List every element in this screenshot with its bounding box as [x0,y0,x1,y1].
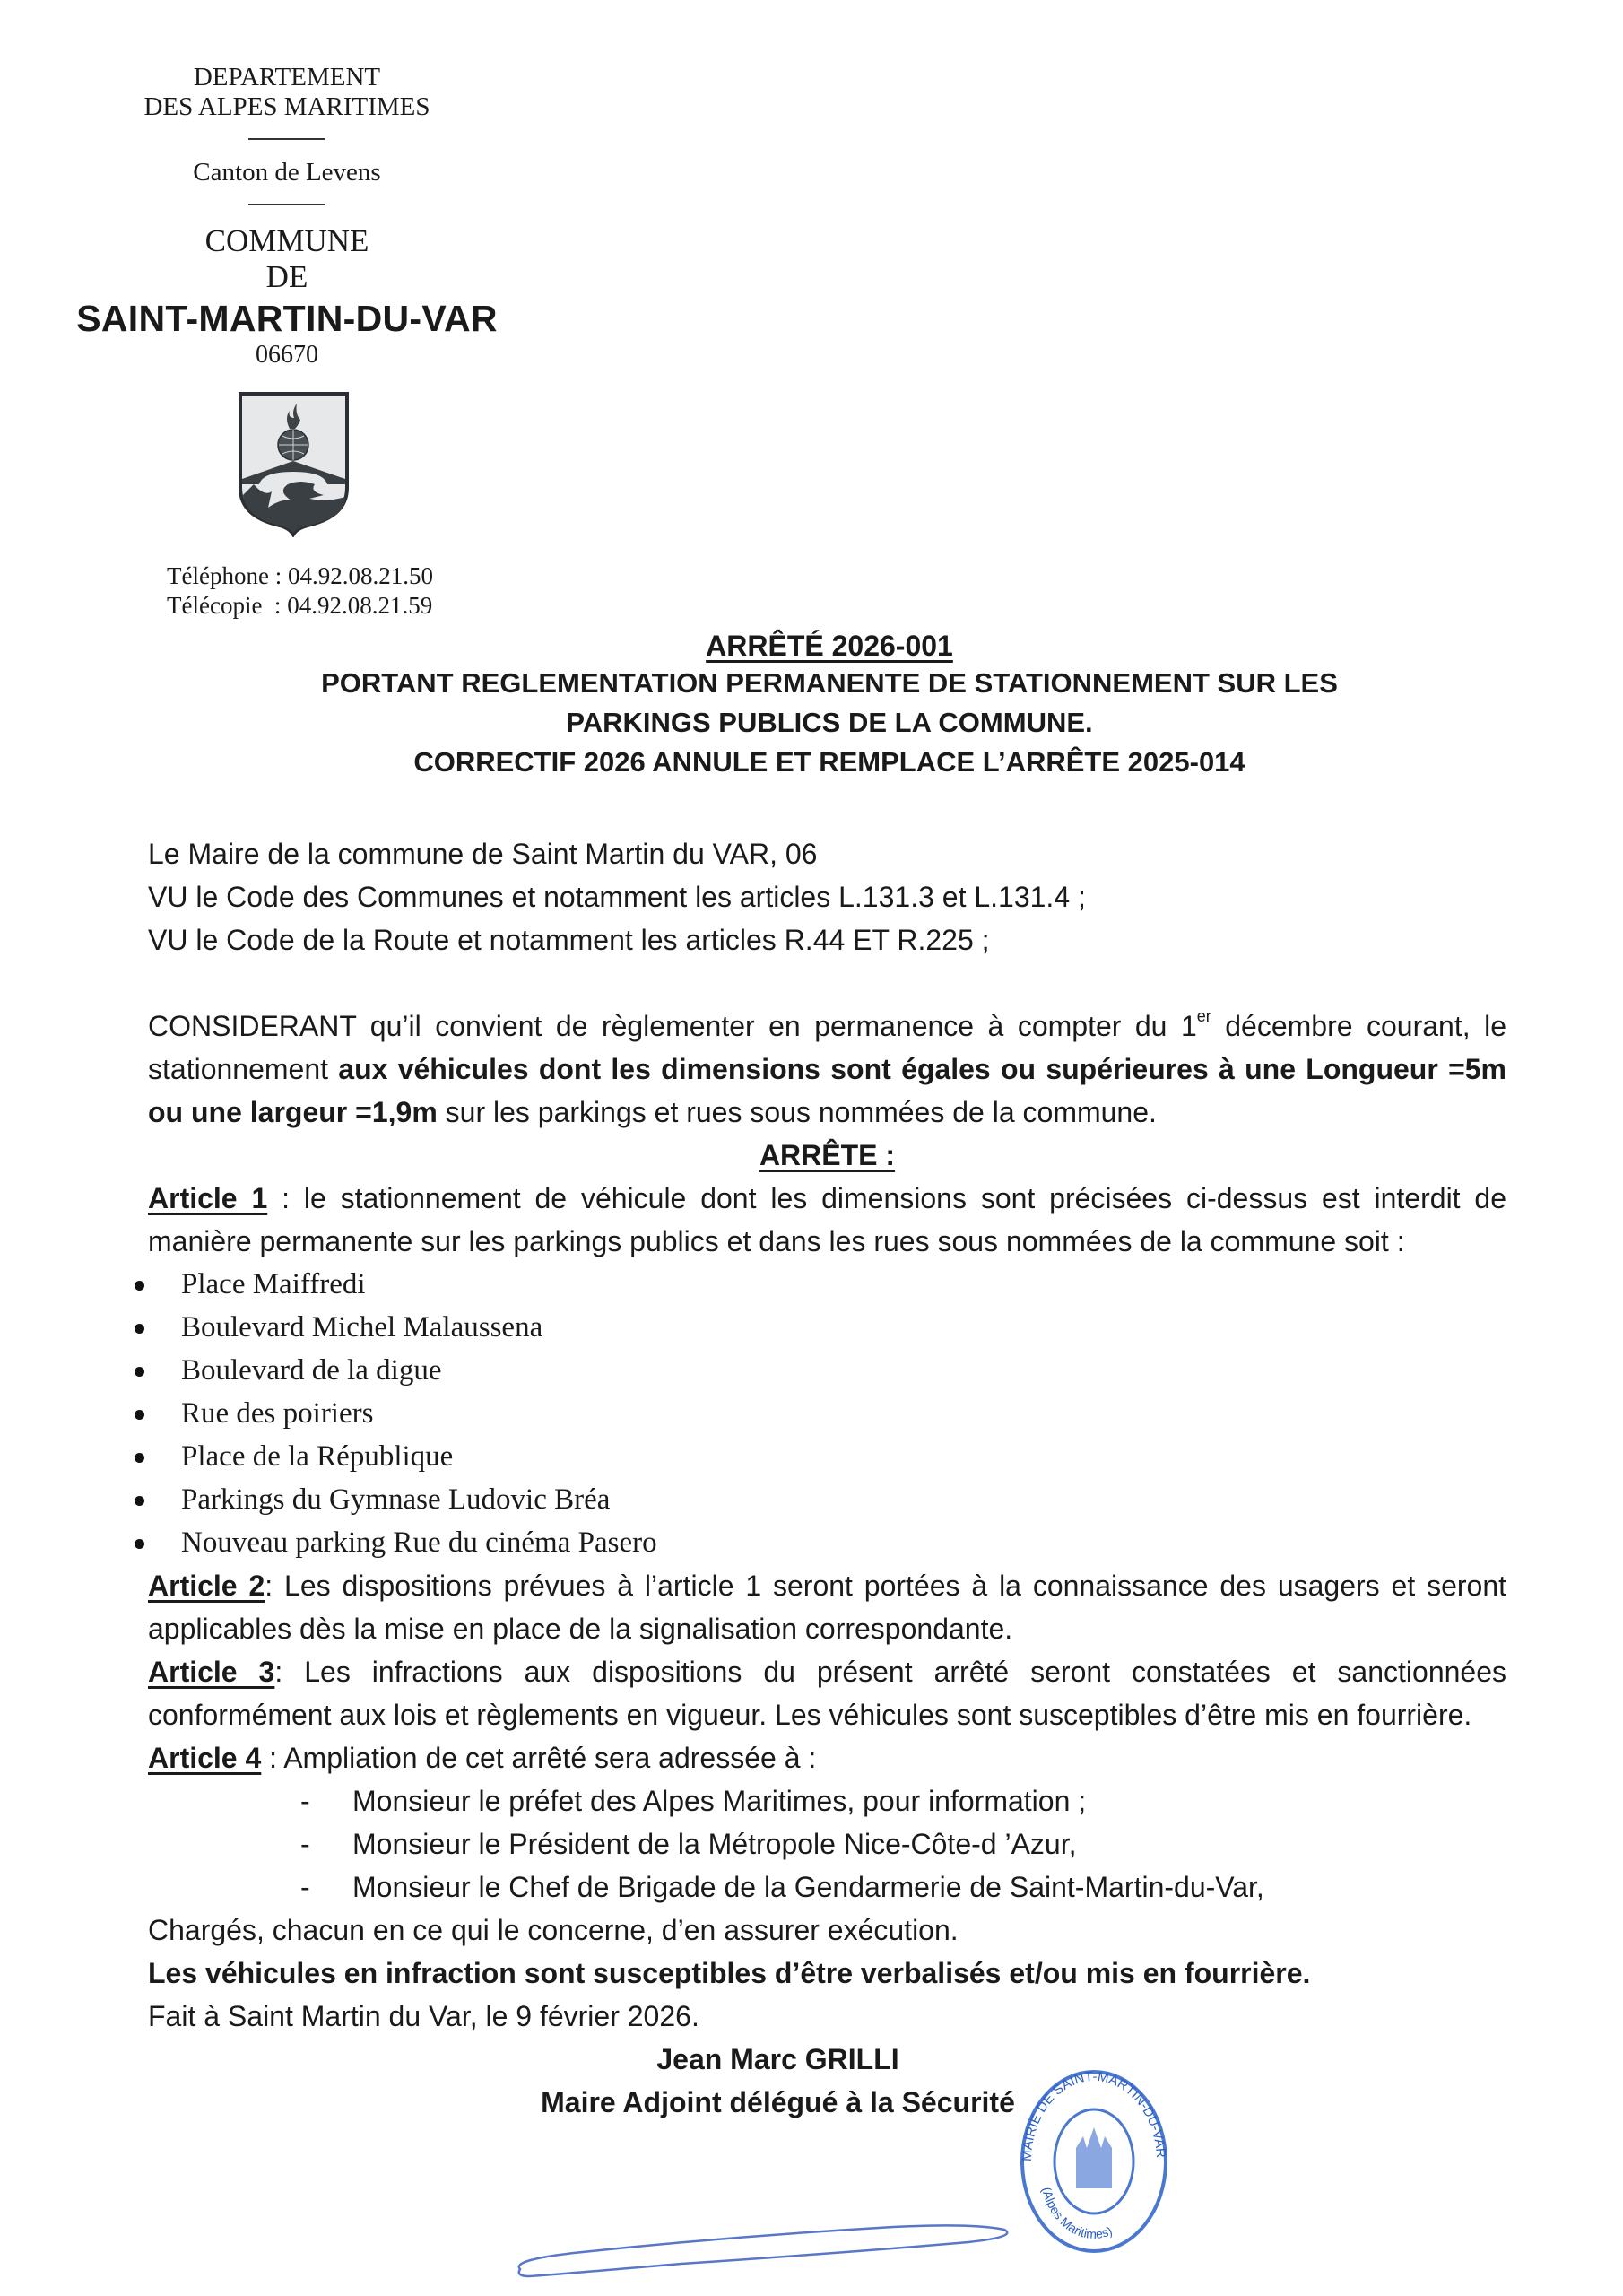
recipient: Monsieur le préfet des Alpes Maritimes, pour information ; [352,1785,1087,1817]
superscript-er: er [1196,1007,1211,1025]
phone-number: 04.92.08.21.50 [287,562,433,589]
list-item [148,1779,1506,1822]
recipient: Monsieur le Chef de Brigade de la Gendarmerie de Saint-Martin-du-Var, [352,1871,1264,1903]
commune-label: COMMUNE [204,223,369,258]
considerant-text-1: CONSIDERANT qu’il convient de règlementer en permanence à compter du 1 [148,1010,1197,1042]
fait-line: Fait à Saint Martin du Var, le 9 février 2026. [148,2000,699,2032]
signatory-name: Jean Marc GRILLI [656,2043,899,2075]
recipient: Monsieur le Président de la Métropole Nice-Côte-d ’Azur, [352,1828,1077,1860]
bullet-icon [135,1539,144,1549]
article-4-text: Ampliation de cet arrêté sera adressée à : [283,1742,817,1774]
article-1-text: le stationnement de véhicule dont les dimensions sont précisées ci-dessus est interdit de manière permanente sur les parkings publics et dans les rues sous nommées de la commune soit : [148,1182,1507,1257]
fax-row [167,591,433,621]
signatory-title: Maire Adjoint délégué à la Sécurité [541,2086,1015,2118]
list-item [126,1435,1484,1478]
street-name: Place de la République [181,1440,454,1473]
dash-icon: - [300,1871,310,1903]
list-item [126,1306,1484,1349]
dash-icon: - [300,1828,310,1860]
street-name: Boulevard de la digue [181,1354,442,1387]
article-2-text: Les dispositions prévues à l’article 1 seront portées à la connaissance des usagers et seront applicables dès la mise en place de la signalisation correspondante. [148,1570,1507,1645]
bullet-icon [135,1324,144,1334]
considerant-text-2: décembre courant, le stationnement [148,1010,1507,1085]
article-1-label: Article 1 [148,1182,268,1214]
street-name: Parkings du Gymnase Ludovic Bréa [181,1483,611,1516]
article-3-label: Article 3 [148,1656,275,1688]
article-4 [148,1736,1506,1779]
title-line-1: PORTANT REGLEMENTATION PERMANENTE DE STATIONNEMENT SUR LES [321,667,1338,699]
canton: Canton de Levens [193,158,381,187]
street-name: Nouveau parking Rue du cinéma Pasero [181,1526,657,1559]
arrete-heading [148,1134,1506,1177]
commune-de: DE [265,259,308,294]
department-line-2: DES ALPES MARITIMES [143,92,430,121]
list-item [126,1349,1484,1392]
arrete-heading-text: ARRÊTE : [759,1139,896,1171]
charges-line: Chargés, chacun en ce qui le concerne, d’en assurer exécution. [148,1914,959,1946]
article-1 [148,1177,1506,1263]
bullet-icon [135,1281,144,1291]
street-list [126,1263,1484,1564]
street-name: Rue des poiriers [181,1397,374,1430]
fax-number: 04.92.08.21.59 [287,592,433,619]
considerant-text-3: sur les parkings et rues sous nommées de la commune. [437,1096,1157,1128]
signatory-name-row [99,2038,1457,2081]
separator: : [267,1182,304,1214]
signatory-title-row [99,2081,1457,2124]
svg-text:(Alpes Maritimes) [1039,2186,1115,2241]
commune-name: SAINT-MARTIN-DU-VAR [76,298,498,339]
recipient-list [148,1779,1506,1909]
stamp-text-bottom: (Alpes Maritimes) [1039,2185,1115,2242]
list-item [126,1263,1484,1306]
considerant-dimensions: aux véhicules dont les dimensions sont égales ou supérieures à une Longueur =5m ou une largeur =1,9m [148,1053,1507,1128]
dash-icon: - [300,1785,310,1817]
list-item [126,1478,1484,1521]
separator: : [261,1742,284,1774]
mayor-line: Le Maire de la commune de Saint Martin du VAR, 06 [148,838,818,870]
list-item [148,1866,1506,1909]
separator: : [265,1570,285,1602]
separator: : [274,1656,305,1688]
coat-of-arms-icon [238,391,350,537]
bullet-icon [135,1410,144,1420]
bullet-icon [135,1453,144,1463]
letterhead [54,63,520,370]
title-line-2: PARKINGS PUBLICS DE LA COMMUNE. [566,707,1093,738]
list-item [126,1521,1484,1564]
warning-line: Les véhicules en infraction sont susceptibles d’être verbalisés et/ou mis en fourrière. [148,1957,1311,1989]
bullet-icon [135,1496,144,1506]
handwritten-signature [502,2215,1040,2287]
list-item [126,1392,1484,1435]
vu-route: VU le Code de la Route et notamment les articles R.44 ET R.225 ; [148,924,990,956]
list-item [148,1822,1506,1866]
street-name: Place Maiffredi [181,1268,366,1300]
phone-label: Téléphone : [167,562,282,589]
article-3-text: Les infractions aux dispositions du présent arrêté seront constatées et sanctionnées conformément aux lois et règlements en vigueur. Les véhicules sont susceptibles d’être mis en fourrière. [148,1656,1507,1731]
postal-code: 06670 [256,341,318,369]
document-body [148,832,1506,2124]
department-line-1: DEPARTEMENT [193,63,381,91]
fax-label: Télécopie : [167,592,282,619]
title-line-3: CORRECTIF 2026 ANNULE ET REMPLACE L’ARRÊTE 2025-014 [413,746,1245,778]
considerant-paragraph [148,1004,1506,1134]
article-3 [148,1650,1506,1736]
vu-communes: VU le Code des Communes et notamment les articles L.131.3 et L.131.4 ; [148,881,1086,913]
street-name: Boulevard Michel Malaussena [181,1311,543,1344]
divider [248,204,325,205]
stamp-text-top: MAIRIE DE SAINT-MARTIN-DU-VAR [1019,2068,1169,2162]
contact-info [167,561,433,621]
document-title [143,628,1515,782]
divider [248,138,325,140]
article-2-label: Article 2 [148,1570,265,1602]
phone-row [167,561,433,591]
bullet-icon [135,1367,144,1377]
article-2 [148,1564,1506,1650]
arrete-reference: ARRÊTÉ 2026-001 [706,630,953,662]
article-4-label: Article 4 [148,1742,262,1774]
